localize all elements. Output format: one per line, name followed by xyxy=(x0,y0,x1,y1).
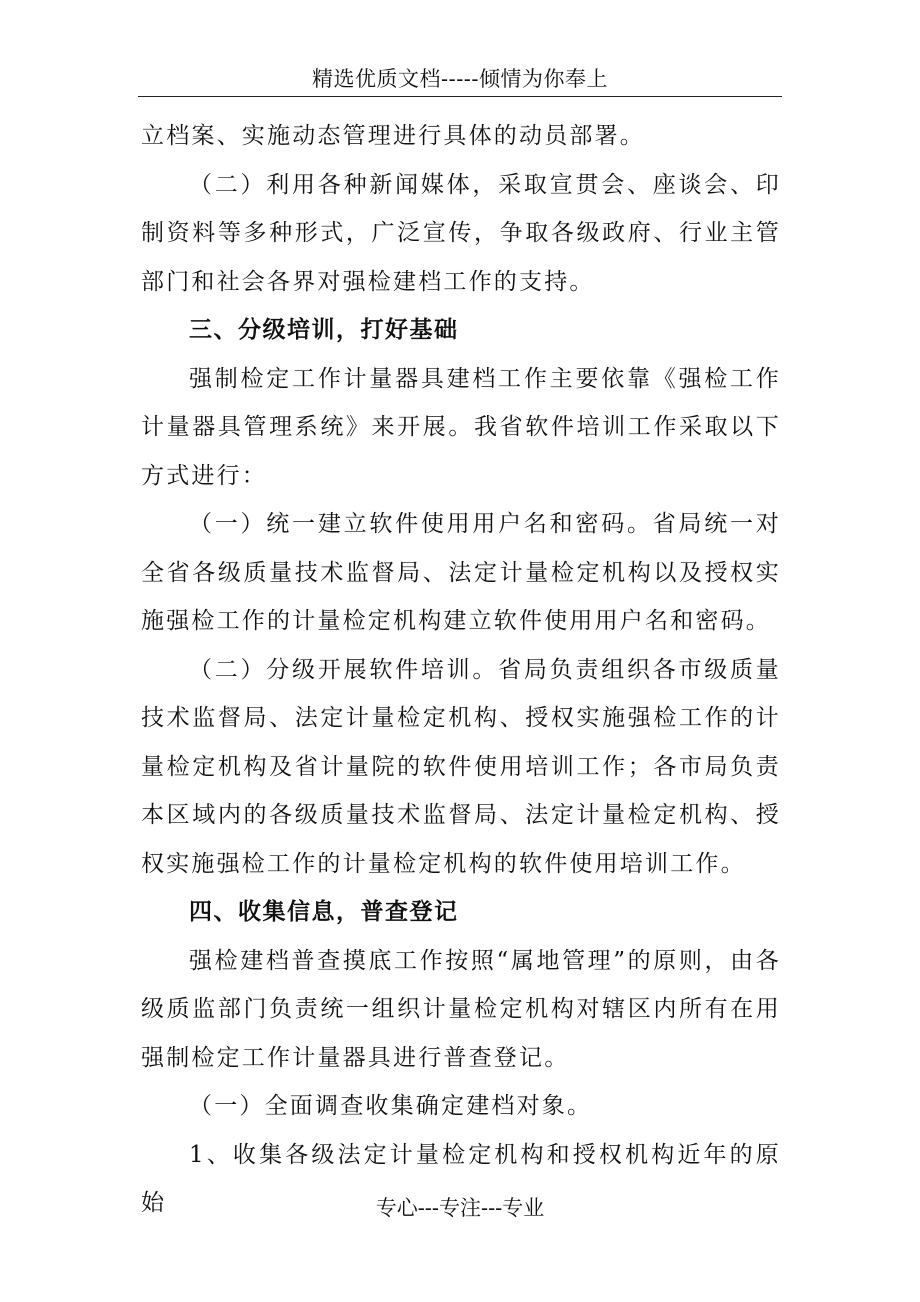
paragraph-5: （二）分级开展软件培训。省局负责组织各市级质量技术监督局、法定计量检定机构、授权实施强检工作的计量检定机构及省计量院的软件使用培训工作；各市局负责本区域内的各级质量技术监督局、法定计量检定机构、授权实施强检工作的计量检定机构的软件使用培训工作。 xyxy=(141,656,781,877)
header-divider xyxy=(138,96,782,97)
paragraph-4: （一）统一建立软件使用用户名和密码。省局统一对全省各级质量技术监督局、法定计量检定机构以及授权实施强检工作的计量检定机构建立软件使用用户名和密码。 xyxy=(141,511,781,634)
section-heading-3: 三、分级培训，打好基础 xyxy=(189,317,459,343)
paragraph-2: （二）利用各种新闻媒体，采取宣贯会、座谈会、印制资料等多种形式，广泛宣传，争取各级政府、行业主管部门和社会各界对强检建档工作的支持。 xyxy=(141,171,781,295)
section-heading-4: 四、收集信息，普查登记 xyxy=(189,899,459,925)
paragraph-1: 立档案、实施动态管理进行具体的动员部署。 xyxy=(141,123,645,149)
paragraph-7: （一）全面调查收集确定建档对象。 xyxy=(189,1093,593,1119)
paragraph-3: 强制检定工作计量器具建档工作主要依靠《强检工作计量器具管理系统》来开展。我省软件培训工作采取以下方式进行： xyxy=(141,365,781,489)
page-footer: 专心---专注---专业 xyxy=(375,1196,545,1220)
paragraph-8: 1、收集各级法定计量检定机构和授权机构近年的原始 xyxy=(141,1141,781,1216)
document-body xyxy=(141,112,781,1228)
page-header: 精选优质文档-----倾情为你奉上 xyxy=(312,67,608,91)
paragraph-6: 强检建档普查摸底工作按照“属地管理”的原则，由各级质监部门负责统一组织计量检定机构对辖区内所有在用强制检定工作计量器具进行普查登记。 xyxy=(141,947,781,1071)
